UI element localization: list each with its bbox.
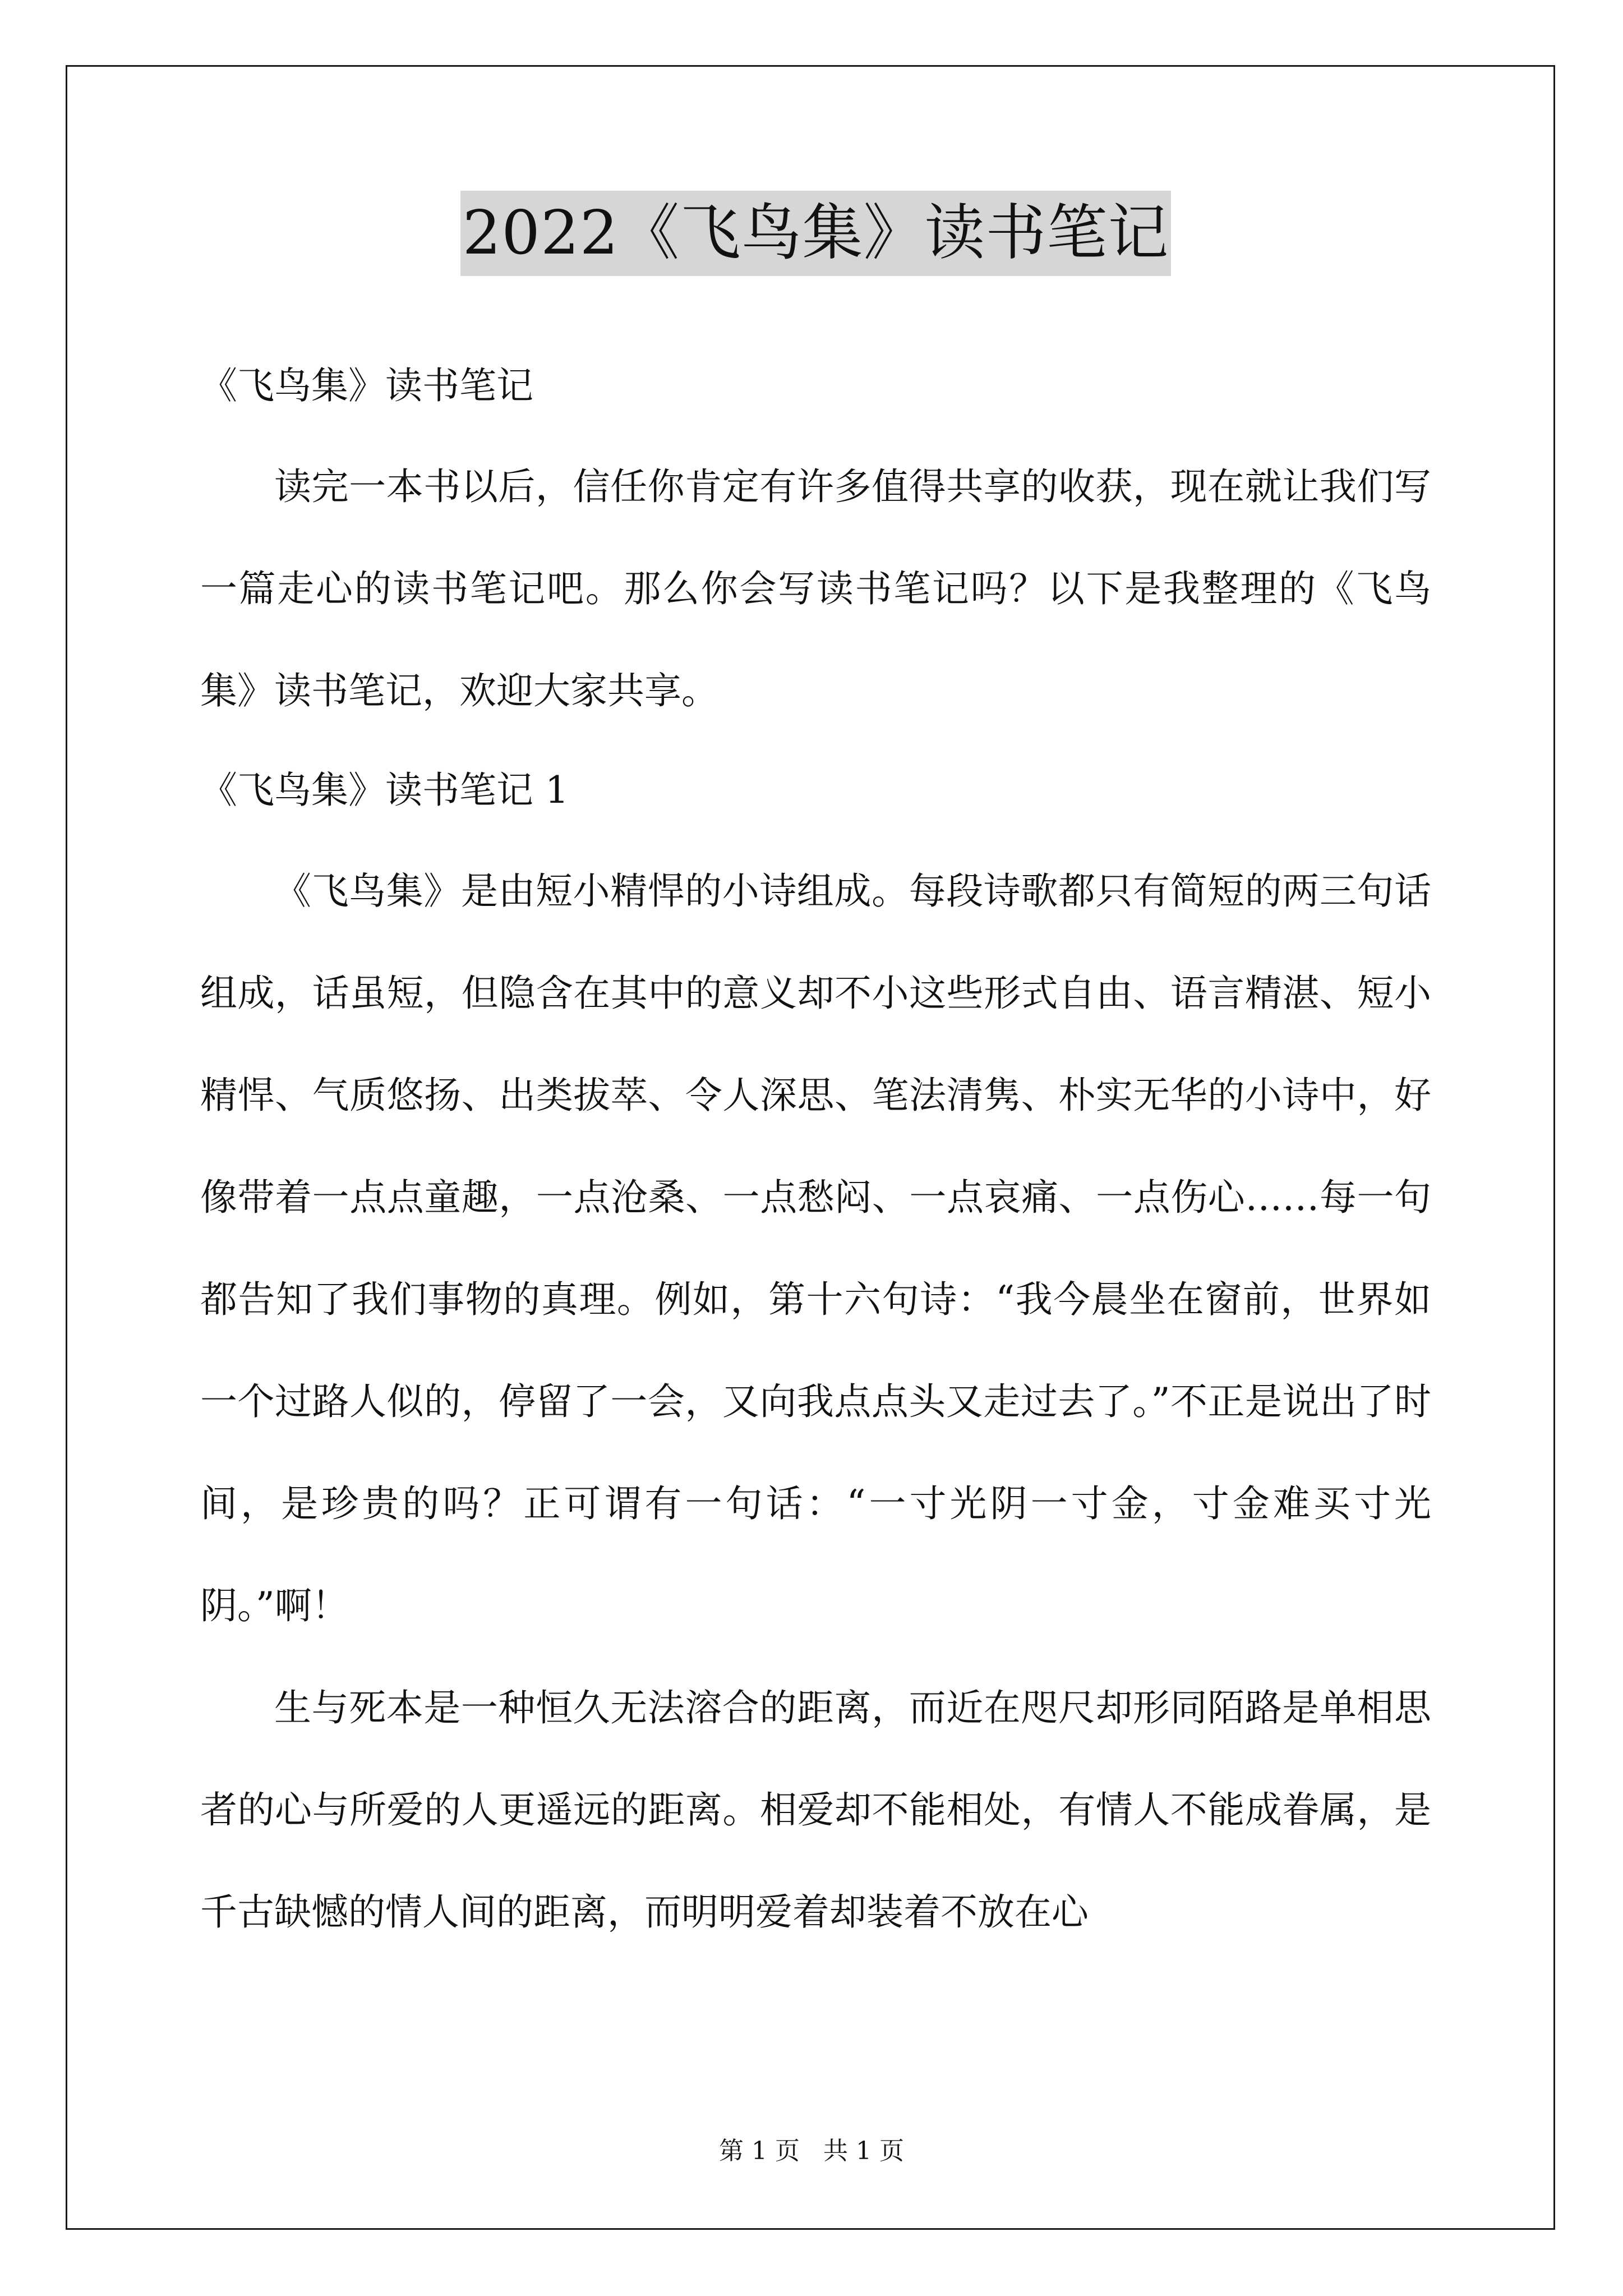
document-title: 2022《飞鸟集》读书笔记: [460, 191, 1172, 276]
page-total: 共 1 页: [823, 2137, 904, 2165]
page-footer: [0, 2131, 1623, 2166]
title-container: [200, 191, 1431, 276]
section-heading-main: 《飞鸟集》读书笔记: [200, 364, 533, 407]
intro-paragraph: 读完一本书以后，信任你肯定有许多值得共享的收获，现在就让我们写一篇走心的读书笔记吧。那么你会写读书笔记吗？以下是我整理的《飞鸟集》读书笔记，欢迎大家共享。: [200, 465, 1431, 712]
page-number: 第 1 页: [719, 2137, 800, 2165]
paragraph-1: 《飞鸟集》是由短小精悍的小诗组成。每段诗歌都只有简短的两三句话组成，话虽短，但隐含在其中的意义却不小这些形式自由、语言精湛、短小精悍、气质悠扬、出类拔萃、令人深思、笔法清隽、朴实无华的小诗中，好像带着一点点童趣，一点沧桑、一点愁闷、一点哀痛、一点伤心……每一句都告知了我们事物的真理。例如，第十六句诗：“我今晨坐在窗前，世界如一个过路人似的，停留了一会，又向我点点头又走过去了。”不正是说出了时间，是珍贵的吗？正可谓有一句话：“一寸光阴一寸金，寸金难买寸光阴。”啊！: [200, 869, 1431, 1627]
section-heading-1: 《飞鸟集》读书笔记 1: [200, 769, 569, 812]
document-body: [200, 191, 1431, 1963]
paragraph-2: 生与死本是一种恒久无法溶合的距离，而近在咫尺却形同陌路是单相思者的心与所爱的人更遥远的距离。相爱却不能相处，有情人不能成眷属，是千古缺憾的情人间的距离，而明明爱着却装着不放在心: [200, 1686, 1431, 1934]
